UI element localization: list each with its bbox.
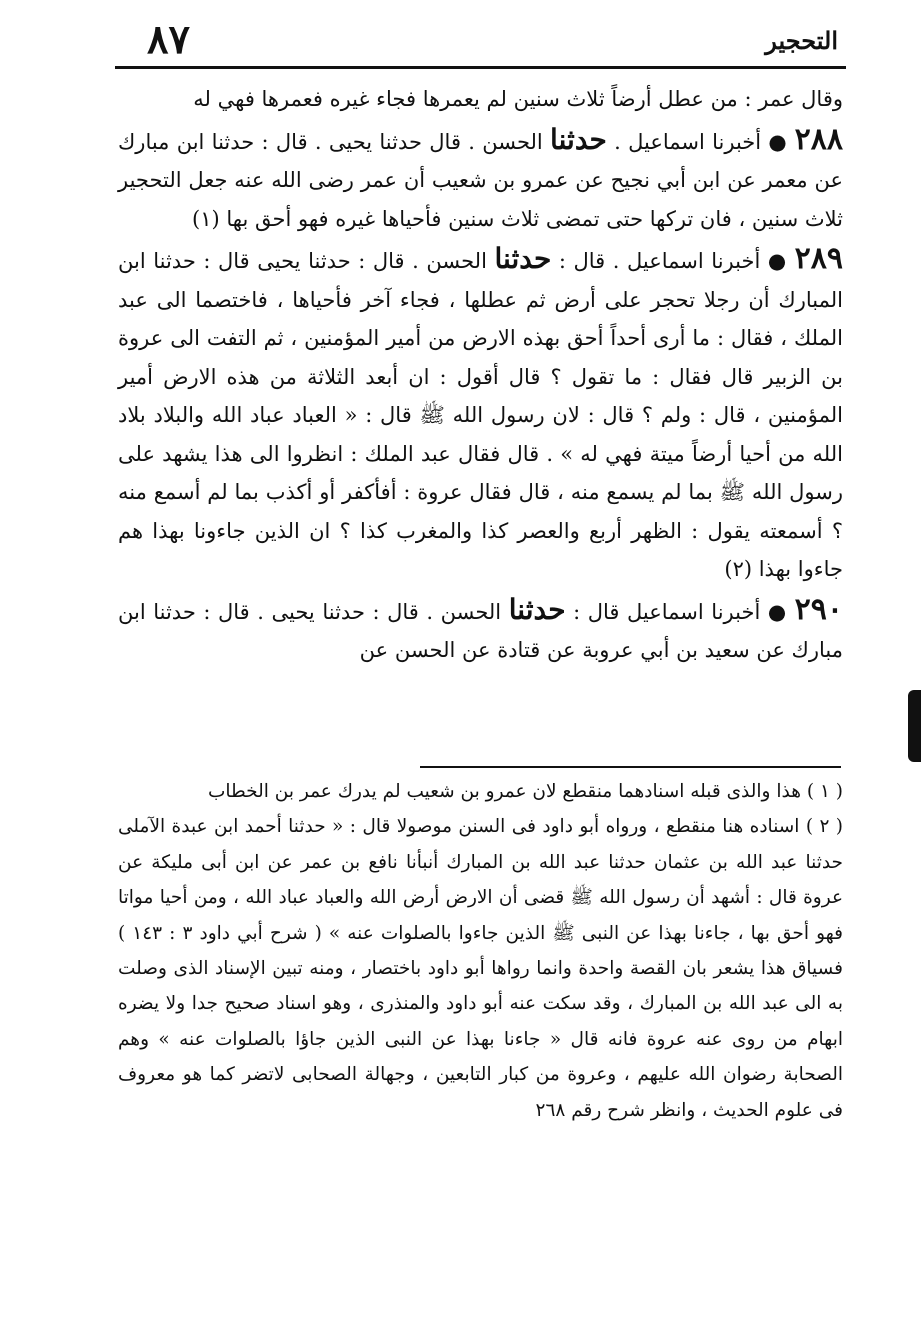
hadith-bullet: ● bbox=[760, 599, 788, 624]
footnote-1: ( ١ ) هذا والذى قبله اسنادهما منقطع لان عمرو بن شعيب لم يدرك عمر بن الخطاب bbox=[207, 781, 843, 802]
haddatha-word: حدثنا bbox=[550, 122, 607, 156]
haddatha-word: حدثنا bbox=[494, 242, 552, 275]
hadith-lead: أخبرنا اسماعيل قال : bbox=[573, 599, 761, 624]
intro-paragraph: وقال عمر : من عطل أرضاً ثلاث سنين لم يعمرها فجاء غيره فعمرها فهي له bbox=[193, 87, 843, 111]
hadith-bullet: ● bbox=[761, 129, 788, 154]
header-rule bbox=[115, 66, 846, 69]
hadith-body: الحسن . قال : حدثنا يحيى قال : حدثنا ابن المبارك أن رجلا تحجر على أرض ثم عطلها ، فجاء آخر فأحياها ، فاختصما الى عبد الملك ، فقال : ما أرى أحداً أحق بهذه الارض من أمير المؤمنين ، ثم التفت الى عروة بن الزبير قال فقال : ما تقول ؟ قال أقول : ان أبعد الثلاثة من هذه الارض أمير المؤمنين ، قال : ولم ؟ قال : لان رسول الله ﷺ قال : « العباد عباد الله والبلاد بلاد الله من أحيا أرضاً ميتة فهي له » . قال فقال عبد الملك : انظروا الى هذا يشهد على رسول الله ﷺ بما لم يسمع منه ، قال فقال عروة : أفأكفر أو أكذب بما لم أسمع منه ؟ أسمعته يقول : الظهر أربع والعصر كذا والمغرب كذا ؟ ان الذين جاءونا بهذا هم جاءوا بهذا (٢) bbox=[118, 249, 843, 581]
footnote-rule bbox=[420, 766, 841, 768]
page-number: ٨٧ bbox=[147, 16, 190, 63]
hadith-number: ٢٩٠ bbox=[794, 591, 844, 627]
hadith-number: ٢٨٩ bbox=[794, 241, 843, 276]
haddatha-word: حدثنا bbox=[508, 592, 566, 626]
footnotes bbox=[118, 774, 843, 1128]
hadith-289 bbox=[118, 240, 843, 589]
hadith-288 bbox=[118, 121, 843, 239]
hadith-body: الحسن . قال حدثنا يحيى . قال : حدثنا ابن مبارك عن معمر عن ابن أبي نجيح عن عمرو بن شعيب أن عمر رضى الله عنه جعل التحجير ثلاث سنين ، فان تركها حتى تمضى ثلاث سنين فأحياها غيره فهو أحق بها (١) bbox=[118, 129, 843, 231]
page-edge-mark bbox=[908, 690, 921, 762]
page-header bbox=[115, 18, 846, 68]
footnote-2: ( ٢ ) اسناده هنا منقطع ، ورواه أبو داود فى السنن موصولا قال : « حدثنا أحمد ابن عبدة الآملى حدثنا عبد الله بن عثمان حدثنا عبد الله بن المبارك أنبأنا نافع بن عمر عن ابن أبى مليكة عن عروة قال : أشهد أن رسول الله ﷺ قضى أن الارض أرض الله والعباد عباد الله ، ومن أحيا مواتا فهو أحق بها ، جاءنا بهذا عن النبى ﷺ الذين جاءوا بالصلوات عنه » ( شرح أبي داود ٣ : ١٤٣ ) فسياق هذا يشعر بان القصة واحدة وانما رواها أبو داود باختصار ، ومنه تبين الإسناد الذى وصلت به الى عبد الله بن المبارك ، وقد سكت عنه أبو داود والمنذرى ، وهو اسناد صحيح جدا ولا يضره ابهام من روى عنه عروة فانه قال « جاءنا بهذا عن النبى الذين جاؤا بالصلوات عنه » وهم الصحابة رضوان الله عليهم ، وعروة من كبار التابعين ، وجهالة الصحابى لاتضر كما هو معروف فى علوم الحديث ، وانظر شرح رقم ٢٦٨ bbox=[118, 816, 843, 1121]
chapter-title: التحجير bbox=[765, 26, 838, 55]
hadith-number: ٢٨٨ bbox=[794, 121, 843, 157]
hadith-lead: أخبرنا اسماعيل . bbox=[614, 129, 762, 154]
hadith-290 bbox=[118, 591, 843, 670]
hadith-lead: أخبرنا اسماعيل . قال : bbox=[558, 249, 761, 273]
hadith-body: الحسن . قال : حدثنا يحيى . قال : حدثنا ابن مبارك عن سعيد بن أبي عروبة عن قتادة عن الحسن عن bbox=[118, 599, 843, 662]
main-text bbox=[118, 80, 843, 670]
hadith-bullet: ● bbox=[760, 249, 788, 273]
